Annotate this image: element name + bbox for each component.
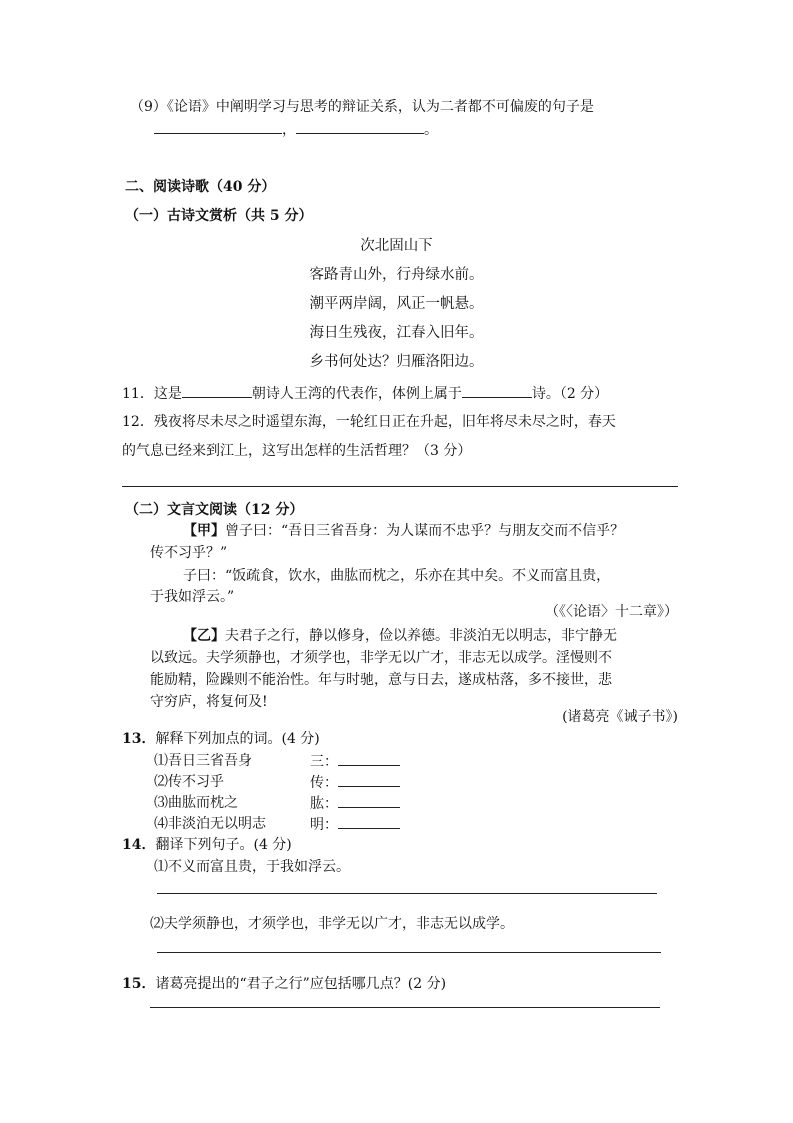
q15-answer-line[interactable] bbox=[150, 1007, 660, 1008]
jia-line-4: 于我如浮云。” bbox=[150, 589, 235, 605]
q11-text-a: 11．这是 bbox=[122, 386, 182, 402]
q13-blank-1[interactable] bbox=[338, 751, 400, 766]
poem-line-1: 客路青山外，行舟绿水前。 bbox=[309, 267, 484, 283]
q9-text: （9）《论语》中阐明学习与思考的辩证关系，认为二者都不可偏废的句子是 bbox=[130, 99, 594, 115]
jia-line-2: 传不习乎？” bbox=[150, 545, 228, 561]
q14-text: 翻译下列句子。(4 分) bbox=[155, 837, 292, 853]
yi-line-4: 守穷庐，将复何及! bbox=[150, 694, 268, 710]
q13-item-1-word bbox=[310, 751, 400, 772]
q14-heading bbox=[122, 835, 292, 855]
q12-line-2: 的气息已经来到江上，这写出怎样的生活哲理？（3 分） bbox=[122, 443, 472, 459]
yi-text-1: 夫君子之行，静以修身，俭以养德。非淡泊无以明志，非宁静无 bbox=[225, 628, 617, 644]
q13-item-2-label: 传： bbox=[310, 775, 338, 791]
q13-item-3-phrase: ⑶曲肱而枕之 bbox=[154, 795, 238, 811]
q12-answer-line[interactable] bbox=[122, 486, 678, 487]
q14-number: 14． bbox=[122, 837, 156, 853]
q14-sentence-2: ⑵夫学须静也，才须学也，非学无以广才，非志无以成学。 bbox=[150, 916, 514, 932]
q9-answer-line bbox=[154, 119, 438, 140]
q13-blank-4[interactable] bbox=[338, 814, 400, 829]
q14-answer-line-1[interactable] bbox=[157, 893, 657, 894]
q11-blank-1[interactable] bbox=[182, 383, 252, 398]
q13-blank-2[interactable] bbox=[338, 772, 400, 787]
q15-text: 诸葛亮提出的“君子之行”应包括哪几点？(2 分) bbox=[155, 976, 447, 992]
q9-end: 。 bbox=[424, 122, 438, 138]
yi-line-2: 以致远。夫学须静也，才须学也，非学无以广才，非志无以成学。淫慢则不 bbox=[150, 650, 612, 666]
q13-item-2-phrase: ⑵传不习乎 bbox=[154, 774, 224, 790]
q13-item-3-label: 肱： bbox=[310, 796, 338, 812]
q14-sentence-1: ⑴不义而富且贵，于我如浮云。 bbox=[154, 859, 350, 875]
poem-title: 次北固山下 bbox=[360, 238, 433, 254]
q13-item-2-word bbox=[310, 772, 400, 793]
q9-blank-2[interactable] bbox=[296, 119, 424, 134]
q13-heading bbox=[122, 729, 320, 749]
q12-line-1: 12．残夜将尽未尽之时遥望东海，一轮红日正在升起，旧年将尽未尽之时，春天 bbox=[122, 414, 616, 430]
poem-line-3: 海日生残夜，江春入旧年。 bbox=[309, 325, 484, 341]
q9-comma: ， bbox=[282, 122, 296, 138]
jia-source: （《〈论语〉十二章》） bbox=[545, 604, 678, 620]
yi-line-1 bbox=[183, 626, 617, 646]
jia-label: 【甲】 bbox=[183, 523, 225, 539]
poem-line-2: 潮平两岸阔，风正一帆悬。 bbox=[309, 296, 484, 312]
q13-blank-3[interactable] bbox=[338, 793, 400, 808]
q11-blank-2[interactable] bbox=[462, 383, 532, 398]
q15-number: 15． bbox=[122, 976, 156, 992]
yi-source: (诸葛亮《诫子书》) bbox=[562, 709, 678, 725]
q13-text: 解释下列加点的词。(4 分) bbox=[155, 731, 320, 747]
q9-blank-1[interactable] bbox=[154, 119, 282, 134]
poem-line-4: 乡书何处达？归雁洛阳边。 bbox=[309, 354, 484, 370]
q11-text-c: 诗。（2 分） bbox=[531, 386, 609, 402]
q13-item-3-word bbox=[310, 793, 400, 814]
jia-line-3: 子曰：“饭疏食，饮水，曲肱而枕之，乐亦在其中矣。不义而富且贵， bbox=[183, 568, 611, 584]
q13-item-4-phrase: ⑷非淡泊无以明志 bbox=[154, 816, 266, 832]
q14-answer-line-2[interactable] bbox=[157, 952, 661, 953]
section2-heading: 二、阅读诗歌（40 分） bbox=[125, 179, 276, 195]
q13-item-4-label: 明： bbox=[310, 817, 338, 833]
q13-item-1-label: 三： bbox=[310, 754, 338, 770]
part1-heading: （一）古诗文赏析（共 5 分） bbox=[125, 208, 313, 224]
jia-line-1 bbox=[183, 521, 624, 541]
jia-text-1: 曾子曰：“吾日三省吾身：为人谋而不忠乎？与朋友交而不信乎？ bbox=[225, 523, 625, 539]
q15-heading bbox=[122, 974, 446, 994]
q13-item-4-word bbox=[310, 814, 400, 835]
q11-line bbox=[122, 383, 608, 404]
part2-heading: （二）文言文阅读（12 分） bbox=[125, 502, 304, 518]
q13-item-1-phrase: ⑴吾日三省吾身 bbox=[154, 753, 252, 769]
yi-label: 【乙】 bbox=[183, 628, 225, 644]
q11-text-b: 朝诗人王湾的代表作，体例上属于 bbox=[251, 386, 462, 402]
q13-number: 13． bbox=[122, 731, 156, 747]
yi-line-3: 能励精，险躁则不能治性。年与时驰，意与日去，遂成枯落，多不接世，悲 bbox=[150, 672, 612, 688]
